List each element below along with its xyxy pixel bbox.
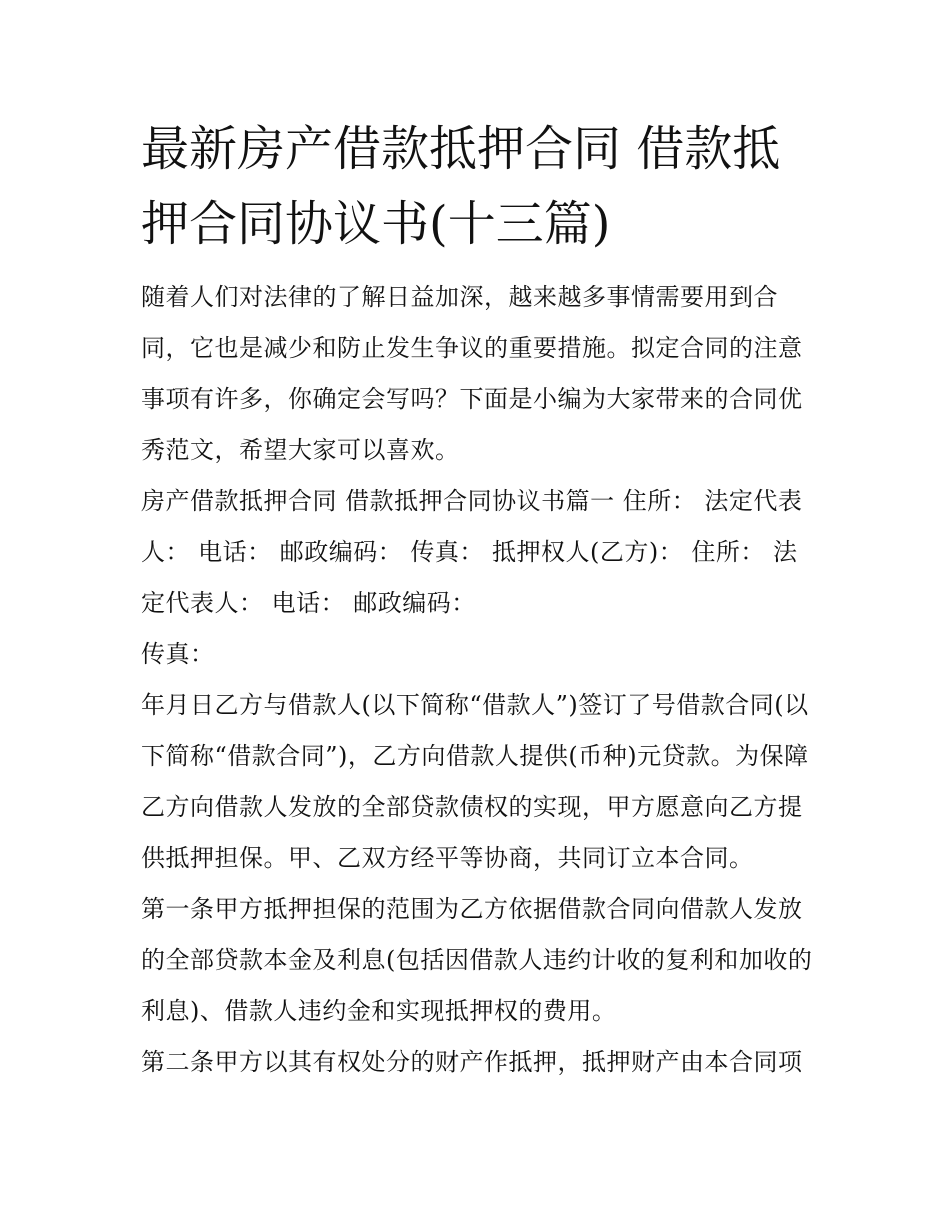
preamble-paragraph: 年月日乙方与借款人(以下简称“借款人”)签订了号借款合同(以下简称“借款合同”)，乙方向借款人提供(币种)元贷款。为保障乙方向借款人发放的全部贷款债权的实现，甲方愿意向乙方提供抵押担保。甲、乙双方经平等协商，共同订立本合同。 — [141, 691, 809, 872]
parties-paragraph: 房产借款抵押合同 借款抵押合同协议书篇一 住所： 法定代表人： 电话： 邮政编码： 传真： 抵押权人(乙方)： 住所： 法定代表人： 电话： 邮政编码： — [141, 487, 803, 617]
document-title: 最新房产借款抵押合同 借款抵押合同协议书(十三篇) — [141, 121, 781, 252]
article-2-paragraph: 第二条甲方以其有权处分的财产作抵押，抵押财产由本合同项 — [141, 1048, 803, 1076]
fax-paragraph: 传真： — [141, 640, 215, 668]
document-page — [141, 112, 816, 1088]
intro-paragraph: 随着人们对法律的了解日益加深，越来越多事情需要用到合同，它也是减少和防止发生争议的重要措施。拟定合同的注意事项有许多，你确定会写吗？下面是小编为大家带来的合同优秀范文，希望大家可以喜欢。 — [141, 283, 803, 464]
article-1-paragraph: 第一条甲方抵押担保的范围为乙方依据借款合同向借款人发放的全部贷款本金及利息(包括因借款人违约计收的复利和加收的利息)、借款人违约金和实现抵押权的费用。 — [141, 895, 813, 1025]
